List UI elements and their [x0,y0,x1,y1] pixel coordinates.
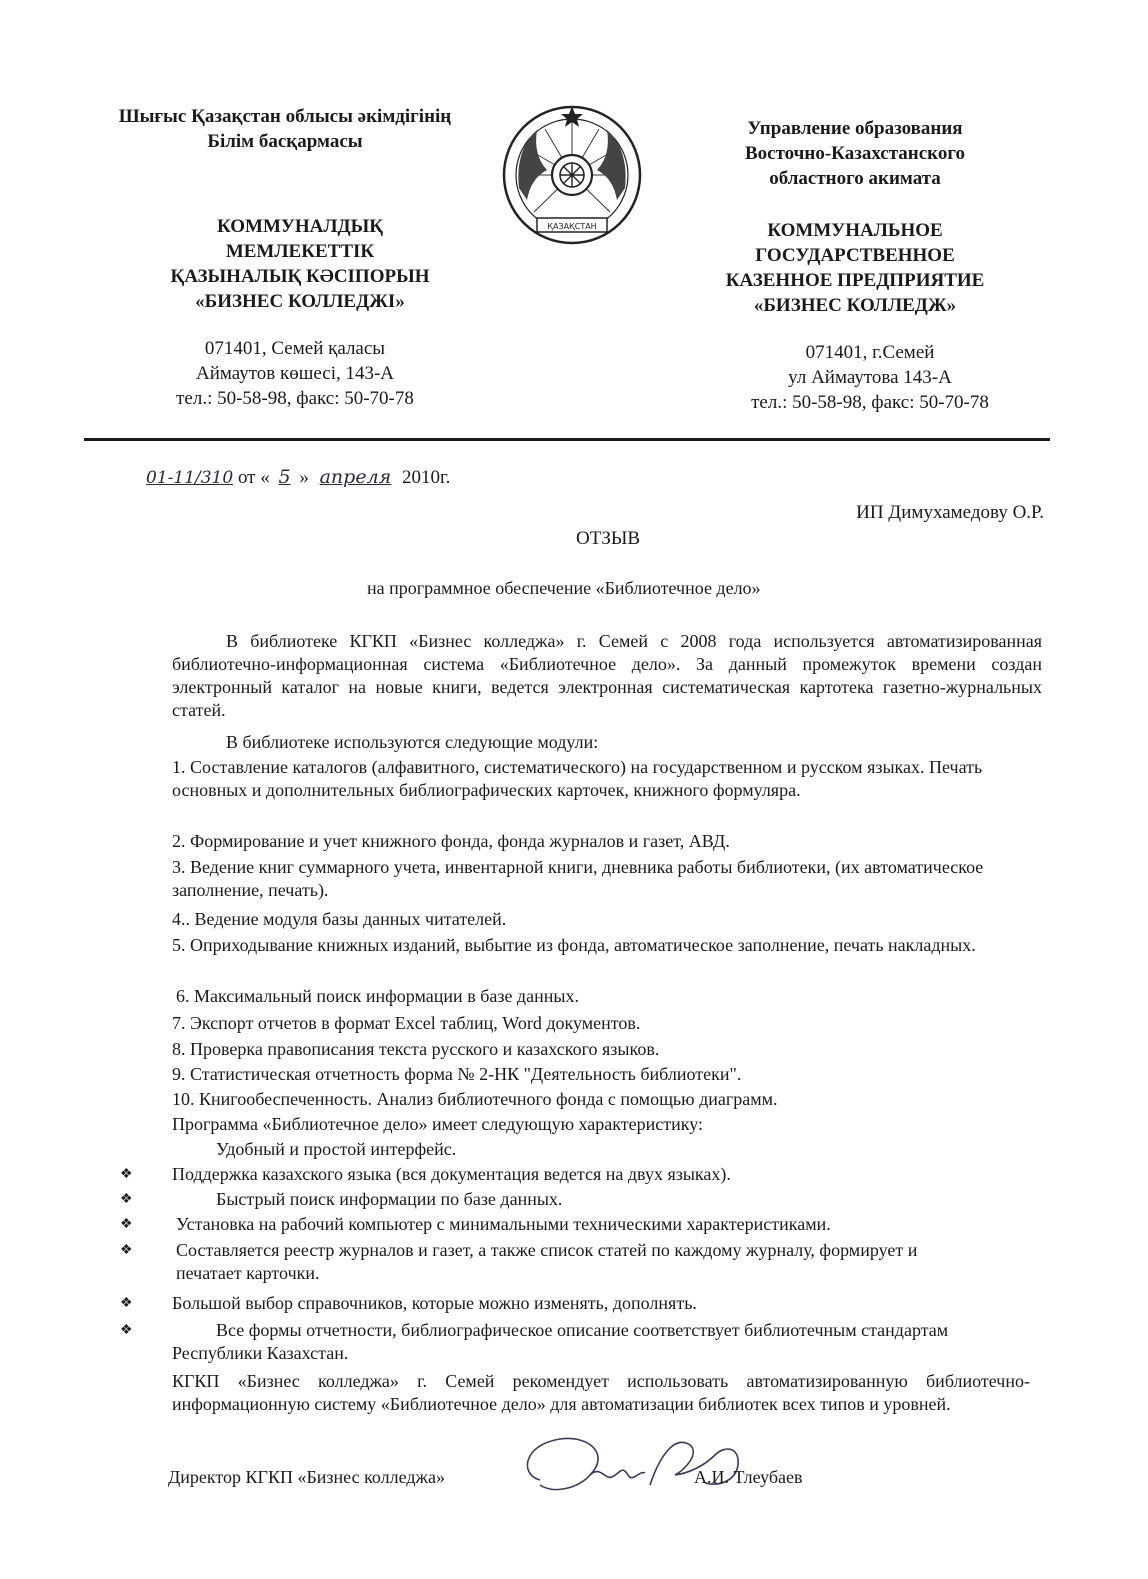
left-org-line-3: ҚАЗЫНАЛЫҚ КӘСІПОРЫН [170,266,430,287]
right-organization [690,218,1020,318]
right-org-line-4: «БИЗНЕС КОЛЛЕДЖ» [753,295,957,316]
emblem-ring-text: ҚАЗАҚСТАН [547,222,597,231]
right-address-line-3: тел.: 50-58-98, факс: 50-70-78 [751,392,989,413]
right-address-line-1: 071401, г.Семей [805,342,935,363]
module-item-8: 8. Проверка правописания текста русского и казахского языков. [172,1039,660,1059]
right-header [700,116,1010,191]
four-diamond-bullet-icon: ❖ [120,1192,133,1207]
left-authority-line-1: Шығыс Қазақстан облысы әкімдігінің [118,106,452,127]
quote-close: » [299,467,309,488]
reference-year: 2010г. [402,467,451,488]
signature-position: Директор КГКП «Бизнес колледжа» [168,1467,445,1487]
four-diamond-bullet-icon: ❖ [120,1323,133,1338]
four-diamond-bullet-icon: ❖ [120,1296,133,1311]
left-address [105,336,485,411]
right-org-line-1: КОММУНАЛЬНОЕ [767,220,943,241]
left-address-line-2: Аймаутов көшесі, 143-А [195,363,395,384]
characteristic-item-6: Все формы отчетности, библиографическое описание соответствует библиотечным стандартам Республики Казахстан. [172,1320,949,1363]
recipient: ИП Димухамедову О.Р. [856,502,1044,523]
document-subtitle: на программное обеспечение «Библиотечное дело» [367,578,761,598]
right-address-line-2: ул Аймаутова 143-А [788,367,952,388]
day-handwritten: 5 [278,466,291,488]
left-address-line-1: 071401, Семей қаласы [204,338,386,359]
left-header [80,104,490,154]
signatory-name: А.И. Тлеубаев [694,1467,803,1487]
module-item-5: 5. Оприходывание книжных изданий, выбытие из фонда, автоматическое заполнение, печать накладных. [172,935,976,955]
characteristic-item-3: Установка на рабочий компьютер с минимальными техническими характеристиками. [176,1214,831,1234]
module-item-7: 7. Экспорт отчетов в формат Excel таблиц, Word документов. [172,1013,641,1033]
characteristic-item-4: Составляется реестр журналов и газет, а также список статей по каждому журналу, формирует и печатает карточки. [176,1240,918,1283]
reference-line [146,466,450,489]
left-authority-line-2: Білім басқармасы [207,131,363,152]
module-item-6: 6. Максимальный поиск информации в базе данных. [176,986,579,1006]
four-diamond-bullet-icon: ❖ [120,1167,133,1182]
module-item-2: 2. Формирование и учет книжного фонда, фонда журналов и газет, АВД. [172,831,730,851]
recommendation-paragraph: КГКП «Бизнес колледжа» г. Семей рекомендует использовать автоматизированную библиотечно-информационную систему «Библиотечное дело» для автоматизации библиотек всех типов и уровней. [172,1371,1030,1414]
intro-paragraph: В библиотеке КГКП «Бизнес колледжа» г. Семей с 2008 года используется автоматизированная библиотечно-информационная система «Библиотечное дело». За данный промежуток времени создан электронный каталог на новые книги, ведется электронная систематическая картотека газетно-журнальных статей. [172,631,1042,720]
right-org-line-2: ГОСУДАРСТВЕННОЕ [755,245,955,266]
left-org-line-1: КОММУНАЛДЫҚ [216,216,384,237]
quote-open: « [260,467,270,488]
month-handwritten: апреля [319,466,392,488]
right-org-line-3: КАЗЕННОЕ ПРЕДПРИЯТИЕ [725,270,985,291]
module-item-1: 1. Составление каталогов (алфавитного, систематического) на государственном и русском языках. Печать основных и дополнительных библиографических карточек, книжного формуляра. [172,757,983,800]
state-emblem [497,100,647,250]
document-title: ОТЗЫВ [576,528,641,549]
characteristic-item-5: Большой выбор справочников, которые можно изменять, дополнять. [172,1293,697,1313]
module-item-10: 10. Книгообеспеченность. Анализ библиотечного фонда с помощью диаграмм. [172,1089,778,1109]
four-diamond-bullet-icon: ❖ [120,1217,133,1232]
left-address-line-3: тел.: 50-58-98, факс: 50-70-78 [176,388,414,409]
module-item-4: 4.. Ведение модуля базы данных читателей. [172,909,507,929]
right-authority-line-2: Восточно-Казахстанского [744,143,966,164]
left-org-line-2: МЕМЛЕКЕТТІК [225,241,375,262]
four-diamond-bullet-icon: ❖ [120,1243,133,1258]
module-item-3: 3. Ведение книг суммарного учета, инвентарной книги, дневника работы библиотеки, (их автоматическое заполнение, печать). [172,857,984,900]
left-organization [110,214,490,314]
characteristics-intro: Программа «Библиотечное дело» имеет следующую характеристику: [172,1114,703,1134]
characteristic-item-2: Быстрый поиск информации по базе данных. [216,1189,563,1209]
kazakhstan-emblem-icon [497,100,647,250]
right-authority-line-3: областного акимата [769,168,941,189]
characteristic-item-1: Поддержка казахского языка (вся документация ведется на двух языках). [172,1164,731,1184]
left-org-line-4: «БИЗНЕС КОЛЛЕДЖІ» [195,291,405,312]
right-address [700,340,1040,415]
header-divider [84,438,1050,441]
characteristic-interface: Удобный и простой интерфейс. [216,1139,457,1159]
reference-from-word: от [237,467,256,488]
outgoing-number-handwritten: 01-11/310 [146,468,234,488]
right-authority-line-1: Управление образования [747,118,963,139]
module-item-9: 9. Статистическая отчетность форма № 2-НК "Деятельность библиотеки". [172,1064,742,1084]
modules-intro: В библиотеке используются следующие модули: [226,732,599,752]
